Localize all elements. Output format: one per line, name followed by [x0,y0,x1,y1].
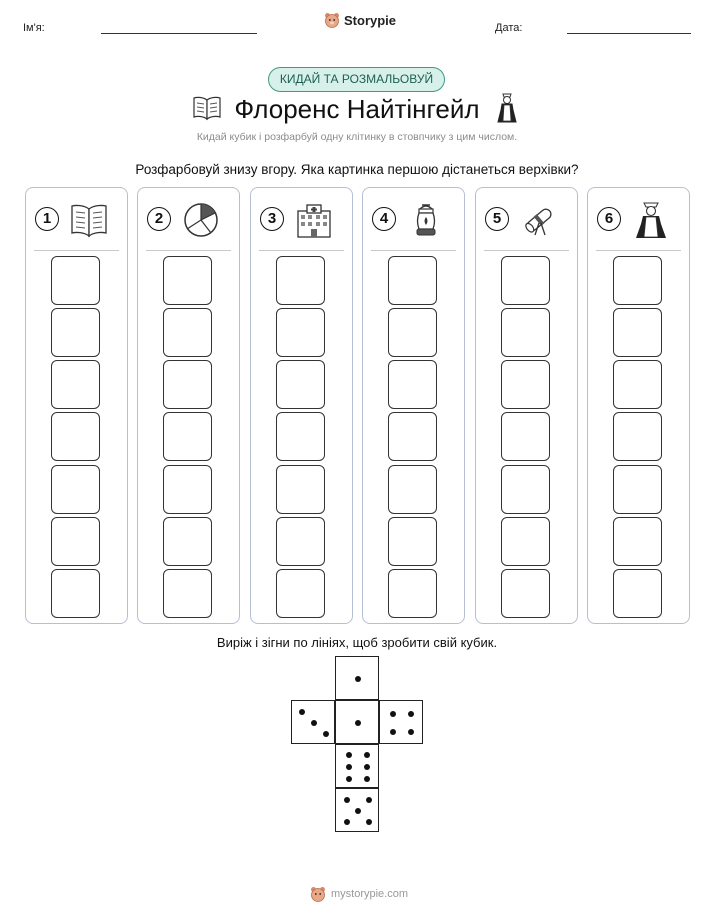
coloring-cell[interactable] [501,256,550,305]
die-pip [408,729,414,735]
date-label: Дата: [495,22,523,34]
die-pip [390,729,396,735]
column-divider [484,250,569,251]
die-pip [311,720,317,726]
coloring-cell[interactable] [501,308,550,357]
bear-icon [324,12,340,28]
column-header [26,201,127,241]
name-label: Ім'я: [23,22,45,34]
coloring-cell[interactable] [613,360,662,409]
column-3 [250,187,353,624]
hospital-building-icon [294,201,334,239]
coloring-cell[interactable] [51,465,100,514]
bear-footer-icon [310,886,326,902]
brand-name: Storypie [344,12,397,28]
coloring-cell[interactable] [388,256,437,305]
die-pip [346,776,352,782]
coloring-cell[interactable] [501,569,550,618]
die-face-5 [335,788,379,832]
die-pip [323,731,329,737]
coloring-cell[interactable] [163,360,212,409]
column-5 [475,187,578,624]
coloring-cell[interactable] [51,256,100,305]
die-pip [366,797,372,803]
footer [310,886,408,902]
column-divider [259,250,344,251]
column-number: 3 [260,207,284,231]
die-pip [355,808,361,814]
column-header [363,201,464,241]
scroll-diploma-icon [519,201,559,239]
oil-lamp-icon [406,201,446,239]
coloring-cell[interactable] [51,517,100,566]
coloring-cell[interactable] [613,465,662,514]
die-pip [390,711,396,717]
coloring-cell[interactable] [613,517,662,566]
column-divider [371,250,456,251]
coloring-cell[interactable] [163,308,212,357]
coloring-cell[interactable] [613,412,662,461]
coloring-cell[interactable] [501,465,550,514]
coloring-cell[interactable] [388,517,437,566]
die-pip [408,711,414,717]
die-pip [346,764,352,770]
column-header [251,201,352,241]
coloring-cell[interactable] [163,465,212,514]
column-divider [146,250,231,251]
die-face-1 [335,656,379,700]
column-number: 1 [35,207,59,231]
die-pip [364,764,370,770]
coloring-cell[interactable] [163,412,212,461]
coloring-cell[interactable] [51,412,100,461]
coloring-cell[interactable] [51,360,100,409]
nurse-uniform-title-icon [496,92,518,124]
coloring-cell[interactable] [501,517,550,566]
coloring-cell[interactable] [276,412,325,461]
nurse-uniform-icon [631,201,671,239]
date-line [567,33,691,34]
coloring-cell[interactable] [163,517,212,566]
die-pip [364,776,370,782]
activity-badge: КИДАЙ ТА РОЗМАЛЬОВУЙ [268,67,445,92]
open-book-icon [69,201,109,239]
coloring-cell[interactable] [276,517,325,566]
coloring-cell[interactable] [388,569,437,618]
coloring-cell[interactable] [388,465,437,514]
coloring-cell[interactable] [163,256,212,305]
coloring-cell[interactable] [388,412,437,461]
coloring-cell[interactable] [51,569,100,618]
column-number: 6 [597,207,621,231]
subtitle: Кидай кубик і розфарбуй одну клітинку в стовпчику з цим числом. [196,131,518,143]
die-face-1 [335,700,379,744]
coloring-cell[interactable] [613,256,662,305]
coloring-cell[interactable] [276,256,325,305]
column-1 [25,187,128,624]
coloring-cell[interactable] [51,308,100,357]
column-6 [587,187,690,624]
brand-logo [324,12,396,28]
coloring-cell[interactable] [501,360,550,409]
name-line [101,33,257,34]
column-divider [34,250,119,251]
coloring-cell[interactable] [276,569,325,618]
column-number: 2 [147,207,171,231]
column-divider [596,250,681,251]
column-header [588,201,689,241]
die-pip [364,752,370,758]
coloring-cell[interactable] [163,569,212,618]
die-pip [355,676,361,682]
die-face-3 [291,700,335,744]
die-face-4 [379,700,423,744]
column-number: 5 [485,207,509,231]
coloring-cell[interactable] [388,308,437,357]
coloring-cell[interactable] [388,360,437,409]
coloring-cell[interactable] [276,360,325,409]
coloring-cell[interactable] [276,308,325,357]
coloring-cell[interactable] [276,465,325,514]
footer-url: mystorypie.com [331,888,409,900]
die-pip [366,819,372,825]
column-number: 4 [372,207,396,231]
die-pip [344,819,350,825]
die-face-6 [335,744,379,788]
page-title: Флоренс Найтінгейл [234,94,480,124]
pie-chart-icon [181,201,221,239]
column-header [138,201,239,241]
column-header [476,201,577,241]
coloring-cell[interactable] [613,569,662,618]
column-2 [137,187,240,624]
coloring-cell[interactable] [501,412,550,461]
coloring-cell[interactable] [613,308,662,357]
die-pip [346,752,352,758]
die-pip [299,709,305,715]
cube-instruction: Виріж і зігни по лініях, щоб зробити свій кубик. [216,635,498,650]
coloring-instruction: Розфарбовуй знизу вгору. Яка картинка першою дістанеться верхівки? [135,162,579,177]
column-4 [362,187,465,624]
die-pip [344,797,350,803]
die-pip [355,720,361,726]
